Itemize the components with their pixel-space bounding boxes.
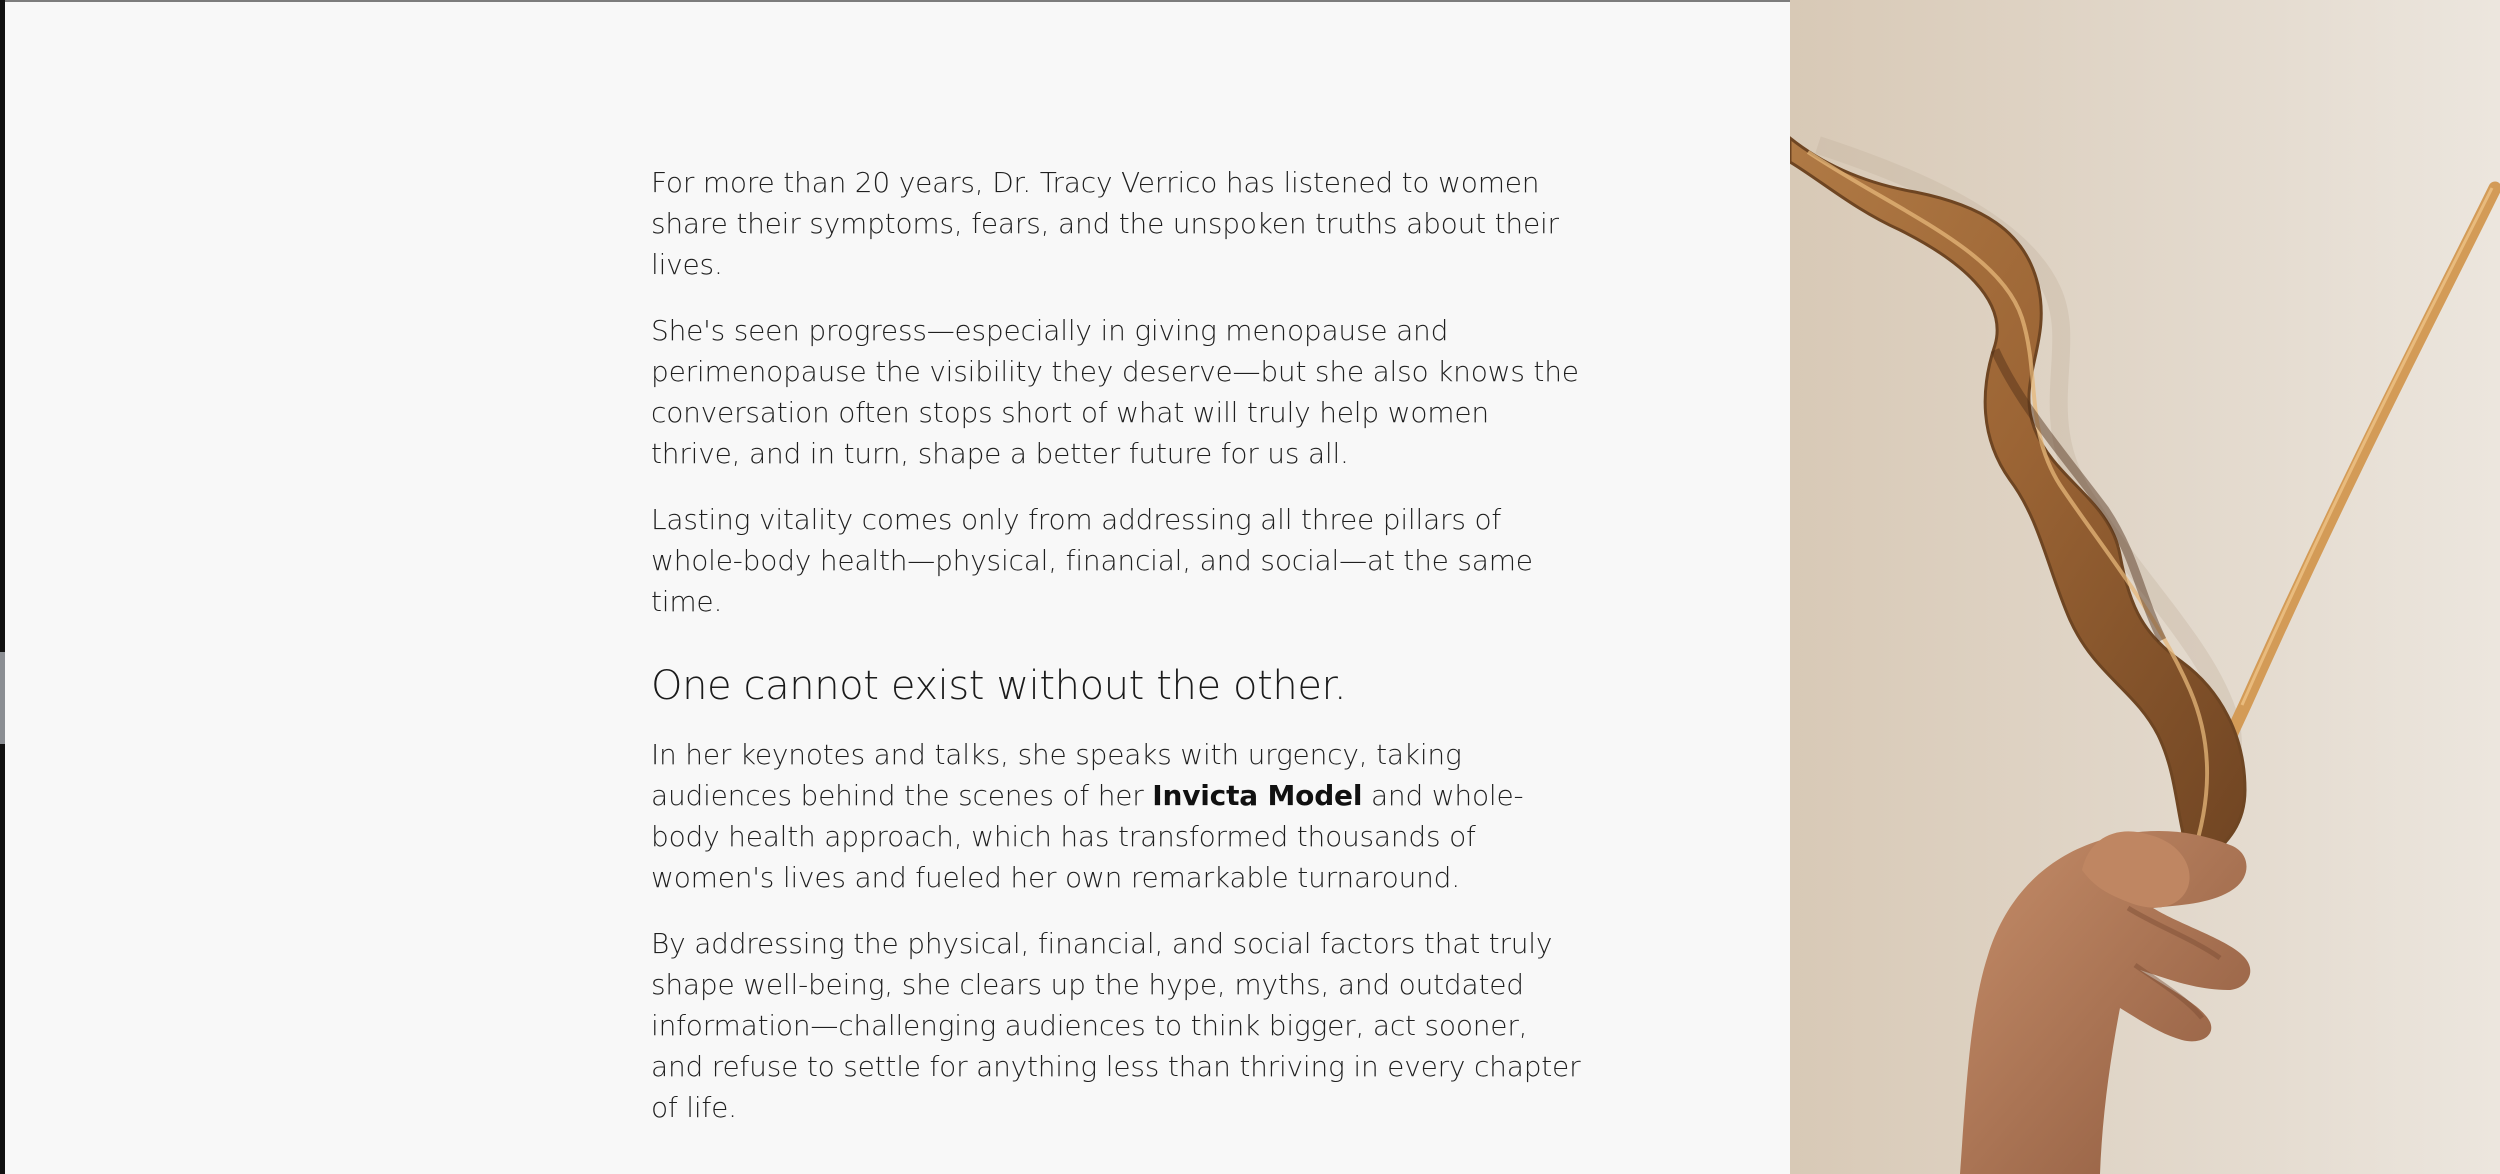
keynote-paragraph (651, 734, 1581, 898)
left-edge-thumbnail[interactable] (0, 652, 5, 744)
pillars-paragraph: Lasting vitality comes only from addressing all three pillars of whole-body health—physical, financial, and social—at the same time. (651, 503, 1533, 618)
hero-photo (1790, 0, 2500, 1174)
closing-paragraph: By addressing the physical, financial, and social factors that truly shape well-being, she clears up the hype, myths, and outdated information—challenging audiences to think bigger, act sooner, and refuse to settle for anything less than thriving in every chapter of life. (651, 927, 1581, 1124)
callout-heading: One cannot exist without the other. (651, 663, 1347, 709)
intro-paragraph: For more than 20 years, Dr. Tracy Verrico has listened to women share their symptoms, fears, and the unspoken truths about their lives. (651, 166, 1559, 281)
top-divider (0, 0, 1790, 2)
left-window-edge (0, 0, 5, 1174)
invicta-model-emphasis: Invicta Model (1152, 779, 1363, 812)
progress-paragraph: She's seen progress—especially in giving menopause and perimenopause the visibility they deserve—but she also knows the conversation often stops short of what will truly help women thrive, and in turn, shape a better future for us all. (651, 314, 1579, 470)
keynote-text-end: and whole-body health approach, which has transformed thousands of women's lives and fueled her own remarkable turnaround. (651, 779, 1524, 894)
about-text-column (651, 162, 1581, 1153)
keynote-text-start: In her keynotes and talks, she speaks with urgency, taking audiences behind the scenes of her (651, 738, 1462, 812)
dried-leaf-photo-illustration (1790, 0, 2500, 1174)
